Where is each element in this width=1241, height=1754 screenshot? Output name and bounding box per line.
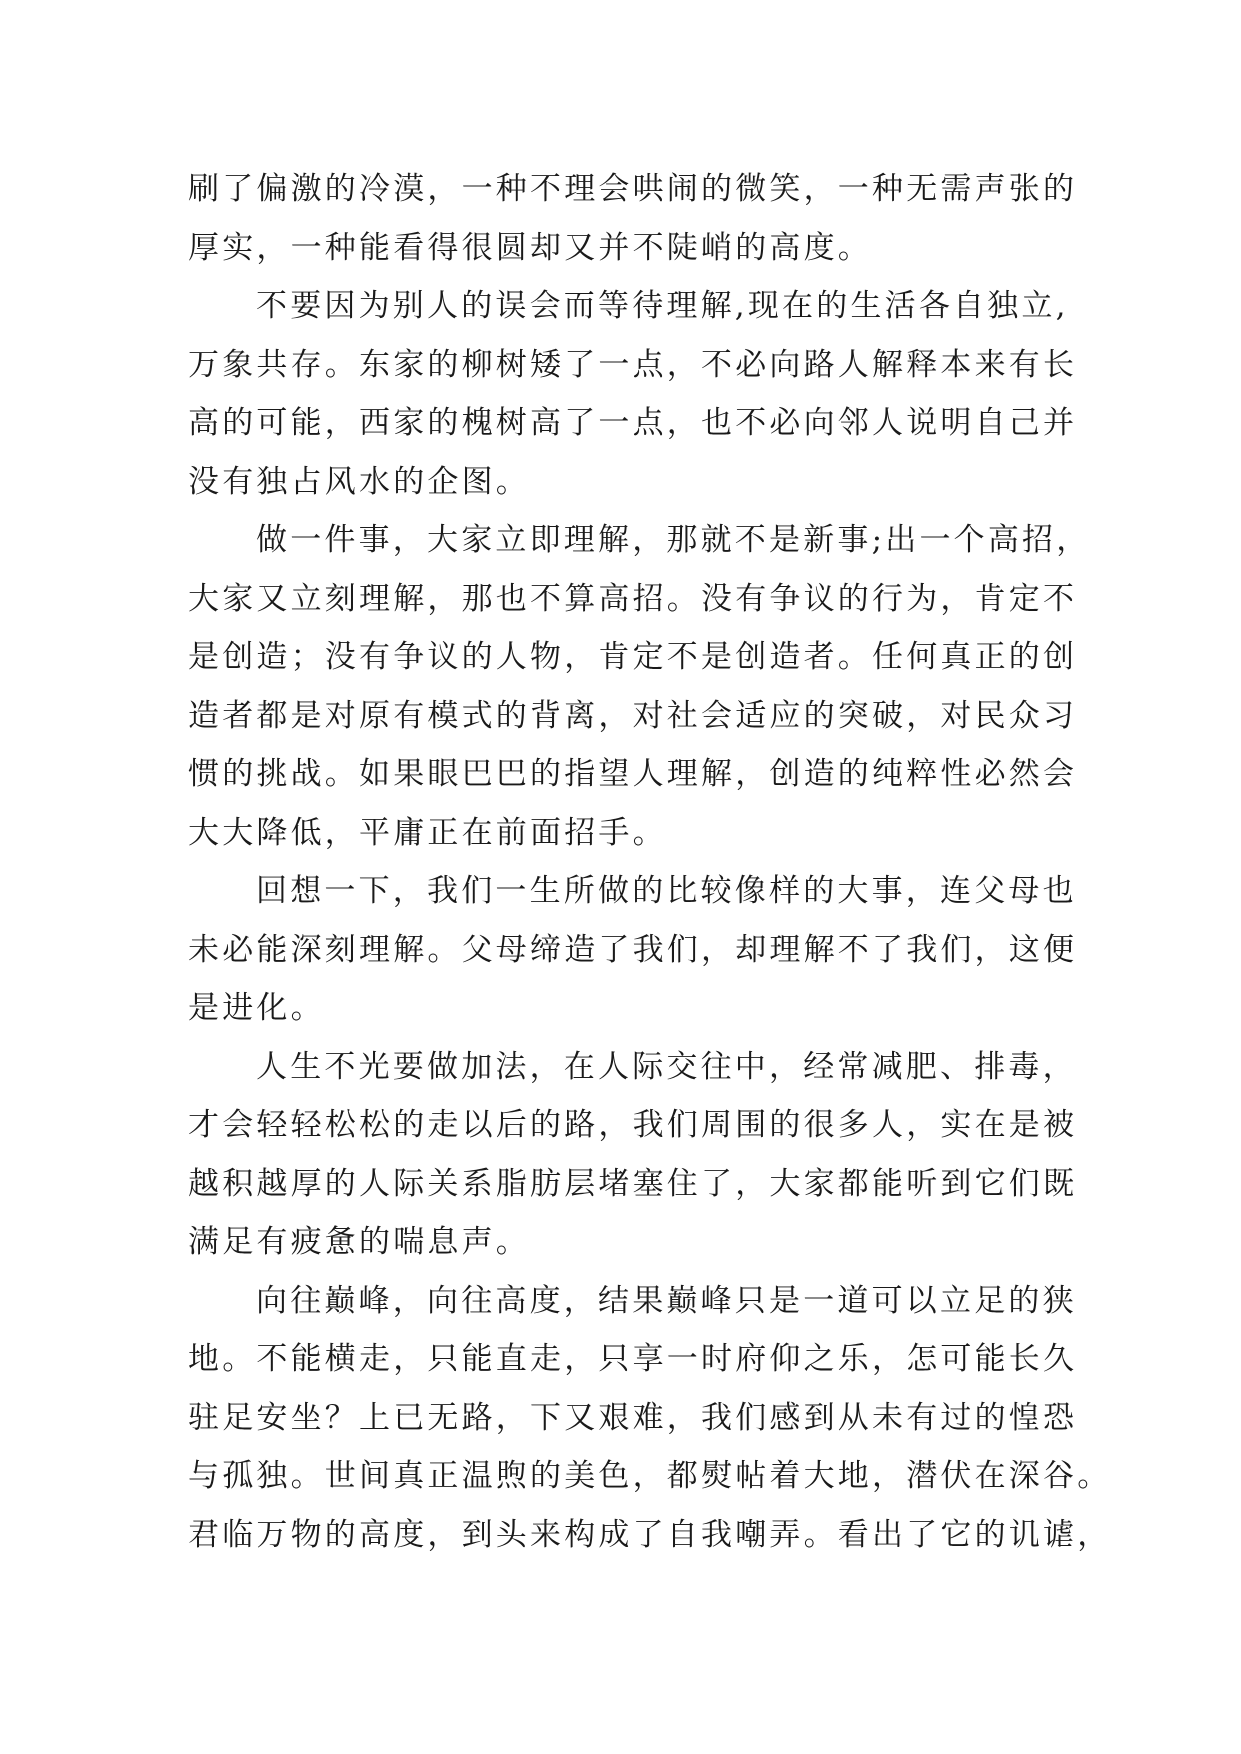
text-line: 才会轻轻松松的走以后的路，我们周围的很多人，实在是被 xyxy=(188,1107,1078,1143)
text-line: 未必能深刻理解。父母缔造了我们，却理解不了我们，这便 xyxy=(188,931,1078,968)
text-line: 地。不能横走，只能直走，只享一时府仰之乐，怎可能长久 xyxy=(188,1341,1078,1377)
text-line: 是创造；没有争议的人物，肯定不是创造者。任何真正的创 xyxy=(188,639,1078,675)
text-line: 君临万物的高度，到头来构成了自我嘲弄。看出了它的讥谑， xyxy=(188,1516,1112,1553)
text-line: 大大降低，平庸正在前面招手。 xyxy=(188,814,667,851)
text-line: 回想一下，我们一生所做的比较像样的大事，连父母也 xyxy=(256,873,1077,909)
text-line: 厚实，一种能看得很圆却又并不陡峭的高度。 xyxy=(188,229,872,266)
text-line: 满足有疲惫的喘息声。 xyxy=(188,1224,530,1260)
text-line: 向往巅峰，向往高度，结果巅峰只是一道可以立足的狭 xyxy=(256,1282,1077,1319)
text-line: 大家又立刻理解，那也不算高招。没有争议的行为，肯定不 xyxy=(188,580,1078,617)
text-line: 高的可能，西家的槐树高了一点，也不必向邻人说明自己并 xyxy=(188,405,1078,441)
document-text-body xyxy=(188,160,1112,1564)
text-line: 没有独占风水的企图。 xyxy=(188,463,530,500)
text-line: 与孤独。世间真正温煦的美色，都熨帖着大地，潜伏在深谷。 xyxy=(188,1458,1112,1494)
text-line: 不要因为别人的误会而等待理解,现在的生活各自独立, xyxy=(256,288,1069,324)
text-line: 人生不光要做加法，在人际交往中，经常减肥、排毒， xyxy=(256,1048,1077,1085)
text-line: 万象共存。东家的柳树矮了一点，不必向路人解释本来有长 xyxy=(188,346,1078,383)
text-line: 越积越厚的人际关系脂肪层堵塞住了，大家都能听到它们既 xyxy=(188,1165,1078,1202)
text-line: 是进化。 xyxy=(188,990,325,1026)
text-line: 做一件事，大家立即理解，那就不是新事;出一个高招， xyxy=(256,522,1091,558)
text-line: 刷了偏激的冷漠，一种不理会哄闹的微笑，一种无需声张的 xyxy=(188,171,1078,207)
text-line: 造者都是对原有模式的背离，对社会适应的突破，对民众习 xyxy=(188,697,1078,734)
text-line: 惯的挑战。如果眼巴巴的指望人理解，创造的纯粹性必然会 xyxy=(188,756,1078,792)
text-line: 驻足安坐？上已无路，下又艰难，我们感到从未有过的惶恐 xyxy=(188,1399,1078,1436)
